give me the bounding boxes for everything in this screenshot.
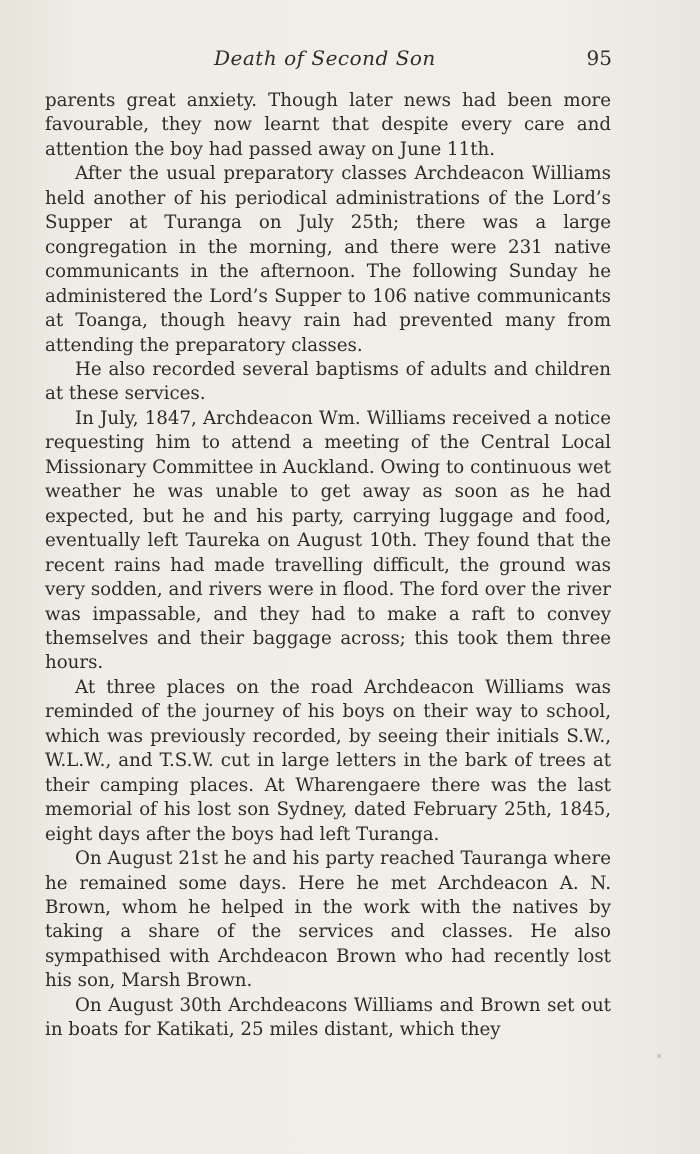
body-text [45, 89, 611, 1043]
paragraph: He also recorded several baptisms of adults and children at these services. [45, 358, 611, 405]
running-title: Death of Second Son [214, 46, 436, 70]
page-header [0, 46, 700, 76]
paragraph: On August 21st he and his party reached Tauranga where he remained some days. Here he met Archdeacon A. N. Brown, whom he helped in the work with the natives by taking a share of the services and classes. He also sympathised with Archdeacon Brown who had recently lost his son, Marsh Brown. [45, 848, 611, 992]
page-number: 95 [586, 46, 612, 70]
paragraph: On August 30th Archdeacons Williams and Brown set out in boats for Katikati, 25 miles distant, which they [45, 994, 611, 1041]
paragraph-continued: parents great anxiety. Though later news had been more favourable, they now learnt that despite every care and attention the boy had passed away on June 11th. [45, 90, 611, 160]
paragraph: At three places on the road Archdeacon Williams was reminded of the journey of his boys on their way to school, which was previously recorded, by seeing their initials S.W., W.L.W., and T.S.W. cut in large letters in the bark of trees at their camping places. At Wharengaere there was the last memorial of his lost son Sydney, dated February 25th, 1845, eight days after the boys had left Turanga. [45, 676, 611, 845]
paragraph: After the usual preparatory classes Archdeacon Williams held another of his periodical administrations of the Lord’s Supper at Turanga on July 25th; there was a large congregation in the morning, and there were 231 native communicants in the afternoon. The following Sunday he administered the Lord’s Supper to 106 native communicants at Toanga, though heavy rain had prevented many from attending the preparatory classes. [45, 163, 611, 356]
paper-speck [657, 1054, 661, 1058]
paragraph: In July, 1847, Archdeacon Wm. Williams received a notice requesting him to attend a meeting of the Central Local Missionary Committee in Auckland. Owing to continuous wet weather he was unable to get away as soon as he had expected, but he and his party, carrying luggage and food, eventually left Taureka on August 10th. They found that the recent rains had made travelling difficult, the ground was very sodden, and rivers were in flood. The ford over the river was impassable, and they had to make a raft to convey themselves and their baggage across; this took them three hours. [45, 407, 611, 674]
